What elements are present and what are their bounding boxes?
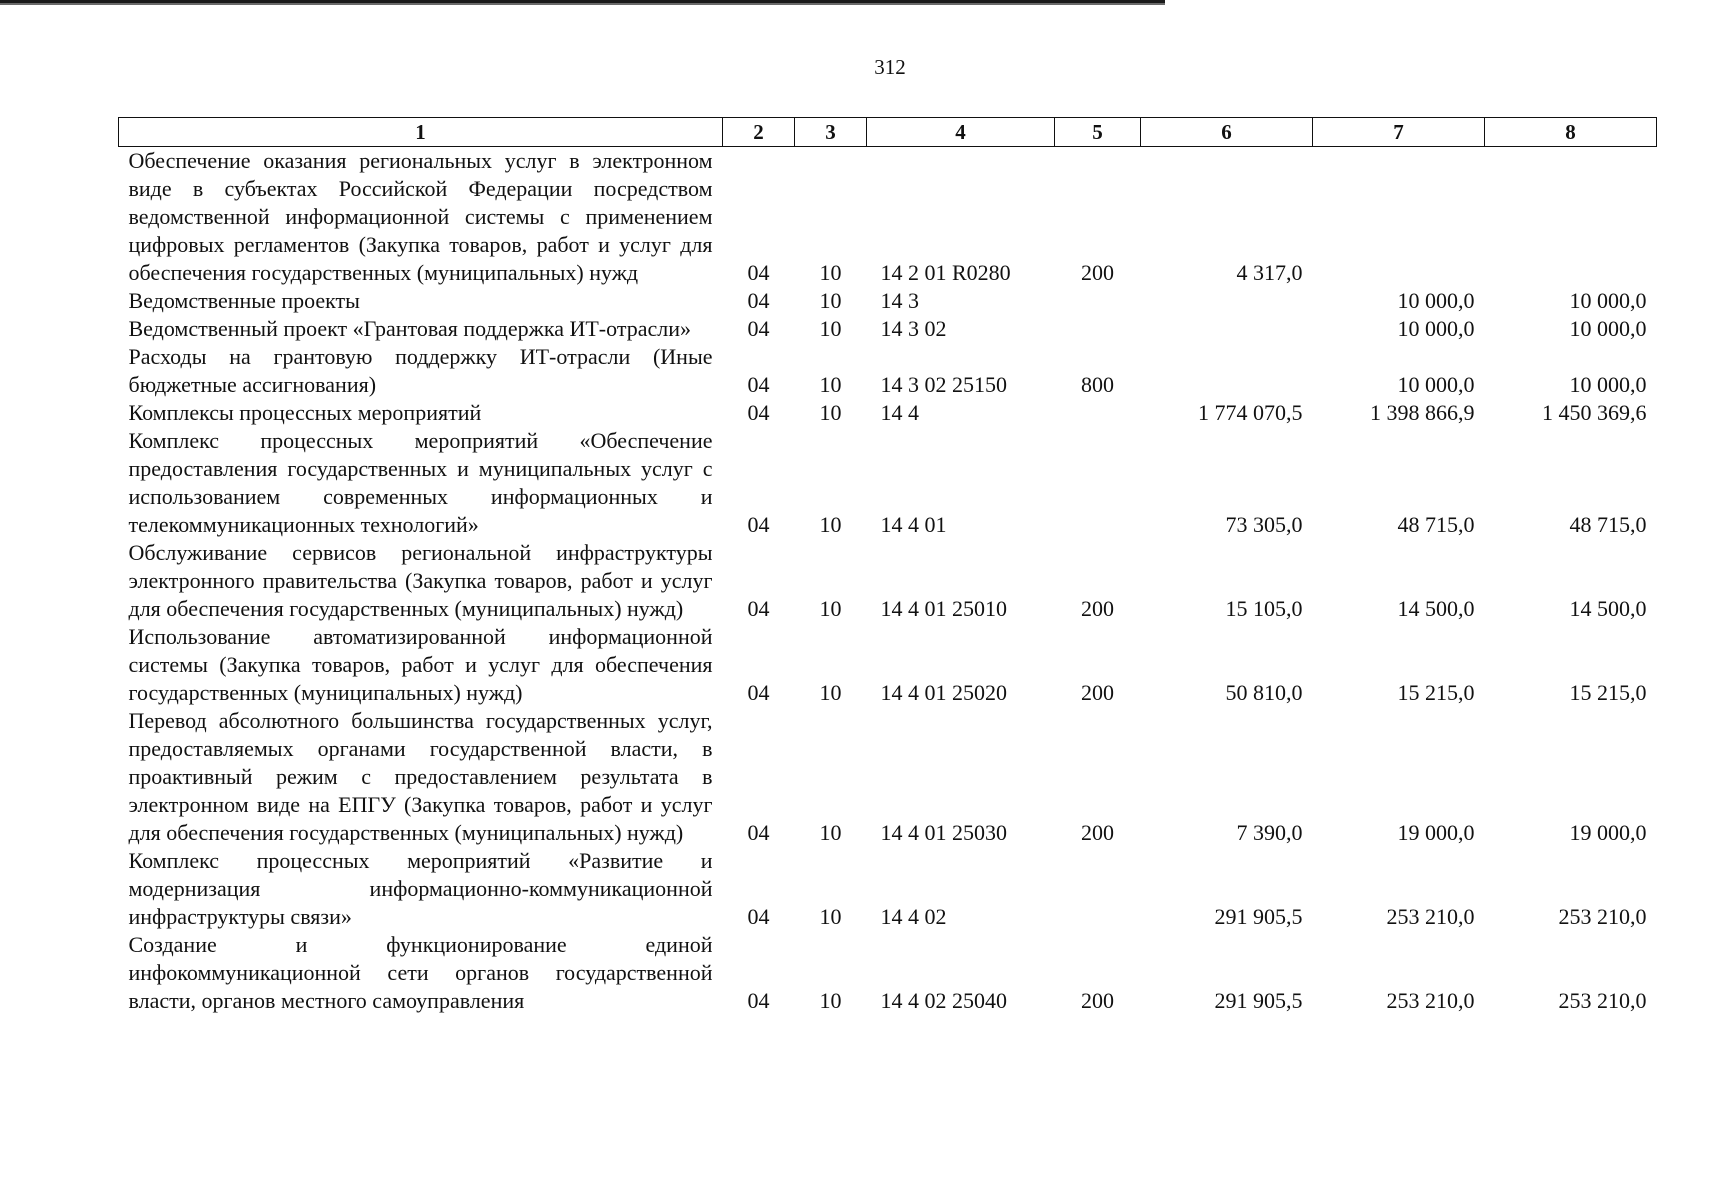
header-col-6: 6 <box>1141 118 1313 147</box>
row-amount-col7: 253 210,0 <box>1386 904 1475 929</box>
row-subsection: 10 <box>819 260 842 285</box>
row-expense-type <box>1055 427 1141 539</box>
row-target-code: 14 2 01 R0280 <box>880 260 1011 285</box>
row-subsection: 10 <box>819 316 842 341</box>
row-subsection: 10 <box>819 988 842 1013</box>
row-amount-col6: 291 905,5 <box>1214 904 1303 929</box>
row-description: Комплекс процессных мероприятий «Развитие и модернизация информационно-коммуникационной инфраструктуры связи» <box>128 848 713 929</box>
row-subsection: 10 <box>819 372 842 397</box>
row-expense-type: 200 <box>1081 680 1114 705</box>
table-row <box>119 847 1657 931</box>
row-section: 04 <box>747 988 770 1013</box>
row-amount-col7: 253 210,0 <box>1386 988 1475 1013</box>
row-expense-type <box>1055 847 1141 931</box>
row-expense-type: 200 <box>1081 988 1114 1013</box>
table-row <box>119 287 1657 315</box>
row-expense-type <box>1055 287 1141 315</box>
row-amount-col6: 1 774 070,5 <box>1198 400 1303 425</box>
row-section: 04 <box>747 596 770 621</box>
row-amount-col7: 10 000,0 <box>1397 288 1475 313</box>
row-description: Перевод абсолютного большинства государственных услуг, предоставляемых органами государственной власти, в проактивный режим с предоставлением результата в электронном виде на ЕПГУ (Закупка товаров, работ и услуг для обеспечения государственных (муниципальных) нужд) <box>128 708 713 845</box>
row-amount-col6: 4 317,0 <box>1236 260 1303 285</box>
row-section: 04 <box>747 316 770 341</box>
row-amount-col8: 48 715,0 <box>1569 512 1647 537</box>
row-target-code: 14 4 01 25010 <box>880 596 1007 621</box>
row-target-code: 14 3 02 25150 <box>880 372 1007 397</box>
row-amount-col7 <box>1313 147 1485 288</box>
table-row <box>119 931 1657 1015</box>
table-row <box>119 343 1657 399</box>
row-target-code: 14 4 01 <box>880 512 947 537</box>
row-amount-col8: 10 000,0 <box>1569 288 1647 313</box>
table-row <box>119 315 1657 343</box>
row-amount-col6: 73 305,0 <box>1225 512 1303 537</box>
row-expense-type: 200 <box>1081 260 1114 285</box>
row-amount-col6 <box>1141 315 1313 343</box>
row-description: Использование автоматизированной информационной системы (Закупка товаров, работ и услуг для обеспечения государственных (муниципальных) нужд) <box>128 624 713 705</box>
row-target-code: 14 4 02 <box>880 904 947 929</box>
row-amount-col6 <box>1141 287 1313 315</box>
row-amount-col6: 15 105,0 <box>1225 596 1303 621</box>
row-section: 04 <box>747 512 770 537</box>
header-col-1: 1 <box>119 118 723 147</box>
row-description: Комплексы процессных мероприятий <box>128 400 482 425</box>
row-description: Комплекс процессных мероприятий «Обеспечение предоставления государственных и муниципальных услуг с использованием современных информационных и телекоммуникационных технологий» <box>128 428 713 537</box>
row-expense-type: 200 <box>1081 596 1114 621</box>
row-section: 04 <box>747 288 770 313</box>
row-amount-col7: 1 398 866,9 <box>1370 400 1475 425</box>
row-amount-col7: 19 000,0 <box>1397 820 1475 845</box>
row-target-code: 14 3 <box>880 288 919 313</box>
row-target-code: 14 4 01 25020 <box>880 680 1007 705</box>
row-expense-type: 200 <box>1081 820 1114 845</box>
header-col-4: 4 <box>867 118 1055 147</box>
row-subsection: 10 <box>819 288 842 313</box>
row-target-code: 14 4 <box>880 400 919 425</box>
header-col-7: 7 <box>1313 118 1485 147</box>
row-section: 04 <box>747 372 770 397</box>
header-col-8: 8 <box>1485 118 1657 147</box>
row-amount-col6: 291 905,5 <box>1214 988 1303 1013</box>
row-description: Создание и функционирование единой инфокоммуникационной сети органов государственной власти, органов местного самоуправления <box>128 932 713 1013</box>
scan-top-edge <box>0 0 1165 8</box>
budget-table <box>118 117 1657 1015</box>
row-subsection: 10 <box>819 904 842 929</box>
table-row <box>119 623 1657 707</box>
row-amount-col8: 10 000,0 <box>1569 372 1647 397</box>
header-col-5: 5 <box>1055 118 1141 147</box>
row-description: Ведомственные проекты <box>128 288 360 313</box>
page-number: 312 <box>874 55 906 79</box>
row-section: 04 <box>747 820 770 845</box>
row-amount-col8: 19 000,0 <box>1569 820 1647 845</box>
table-row <box>119 427 1657 539</box>
row-amount-col7: 10 000,0 <box>1397 372 1475 397</box>
table-row <box>119 539 1657 623</box>
row-description: Обслуживание сервисов региональной инфраструктуры электронного правительства (Закупка товаров, работ и услуг для обеспечения государственных (муниципальных) нужд) <box>128 540 713 621</box>
row-expense-type: 800 <box>1081 372 1114 397</box>
row-description: Обеспечение оказания региональных услуг в электронном виде в субъектах Российской Федерации посредством ведомственной информационной системы с применением цифровых регламентов (Закупка товаров, работ и услуг для обеспечения государственных (муниципальных) нужд <box>128 148 713 285</box>
row-description: Расходы на грантовую поддержку ИТ-отрасли (Иные бюджетные ассигнования) <box>128 344 713 397</box>
header-col-2: 2 <box>723 118 795 147</box>
table-row <box>119 399 1657 427</box>
table-row <box>119 147 1657 288</box>
row-expense-type <box>1055 315 1141 343</box>
row-amount-col7: 10 000,0 <box>1397 316 1475 341</box>
table-row <box>119 707 1657 847</box>
row-target-code: 14 3 02 <box>880 316 947 341</box>
row-target-code: 14 4 01 25030 <box>880 820 1007 845</box>
row-expense-type <box>1055 399 1141 427</box>
row-amount-col7: 48 715,0 <box>1397 512 1475 537</box>
row-amount-col8: 10 000,0 <box>1569 316 1647 341</box>
row-subsection: 10 <box>819 820 842 845</box>
row-subsection: 10 <box>819 596 842 621</box>
row-amount-col7: 14 500,0 <box>1397 596 1475 621</box>
row-description: Ведомственный проект «Грантовая поддержка ИТ-отрасли» <box>128 316 691 341</box>
row-subsection: 10 <box>819 512 842 537</box>
row-section: 04 <box>747 260 770 285</box>
row-section: 04 <box>747 400 770 425</box>
table-header-row <box>119 118 1657 147</box>
row-amount-col8: 14 500,0 <box>1569 596 1647 621</box>
row-subsection: 10 <box>819 680 842 705</box>
row-amount-col6: 50 810,0 <box>1225 680 1303 705</box>
row-amount-col8: 253 210,0 <box>1558 988 1647 1013</box>
row-section: 04 <box>747 904 770 929</box>
row-amount-col8: 1 450 369,6 <box>1542 400 1647 425</box>
row-amount-col8: 15 215,0 <box>1569 680 1647 705</box>
row-section: 04 <box>747 680 770 705</box>
row-target-code: 14 4 02 25040 <box>880 988 1007 1013</box>
header-col-3: 3 <box>795 118 867 147</box>
row-amount-col8: 253 210,0 <box>1558 904 1647 929</box>
row-amount-col7: 15 215,0 <box>1397 680 1475 705</box>
row-amount-col6: 7 390,0 <box>1236 820 1303 845</box>
row-amount-col8 <box>1485 147 1657 288</box>
row-amount-col6 <box>1141 343 1313 399</box>
row-subsection: 10 <box>819 400 842 425</box>
